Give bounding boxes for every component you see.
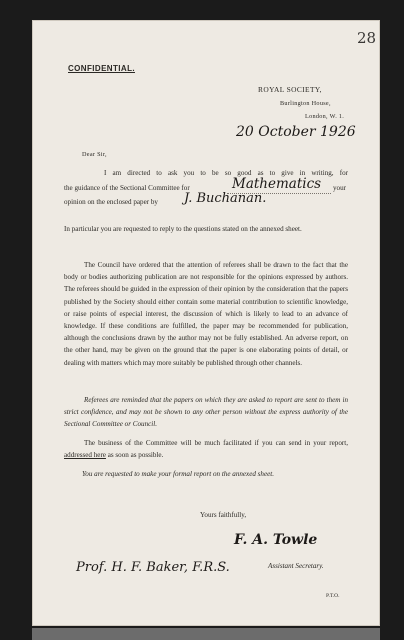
addressee: Prof. H. F. Baker, F.R.S. <box>76 560 230 575</box>
para5-addressed-here: addressed here <box>64 451 106 460</box>
folio-number: 28 <box>357 29 377 47</box>
signature: F. A. Towle <box>234 532 318 548</box>
scan-bottom-bar <box>32 628 380 640</box>
para-business <box>64 437 348 461</box>
para5-text-a: The business of the Committee will be much facilitated if you can send in your report, <box>84 439 348 447</box>
confidential-heading: CONFIDENTIAL. <box>68 64 135 73</box>
signature-title: Assistant Secretary. <box>268 562 324 570</box>
para1-line3: opinion on the enclosed paper by <box>64 198 158 206</box>
para-formal-report: You are requested to make your formal report on the annexed sheet. <box>82 470 275 478</box>
closing: Yours faithfully, <box>200 511 247 519</box>
letterhead-address-1: Burlington House, <box>280 100 331 107</box>
salutation: Dear Sir, <box>82 151 107 158</box>
para-annexed-questions: In particular you are requested to reply to the questions stated on the annexed sheet. <box>64 225 302 233</box>
para1-line2-start: the guidance of the Sectional Committee for <box>64 184 190 192</box>
letterhead-org: ROYAL SOCIETY, <box>258 85 322 94</box>
handwritten-date: 20 October 1926 <box>236 124 356 140</box>
para-referees-reminder: Referees are reminded that the papers on which they are asked to report are sent to them in strict confidence, and may not be shown to any other person without the express authority of the Sectional Committee or Council. <box>64 396 348 429</box>
handwritten-subject: Mathematics <box>232 176 322 192</box>
pto: P.T.O. <box>326 593 340 599</box>
para1-line2-end: your <box>333 184 347 192</box>
para1-line1: I am directed to ask you to be so good as to give in writing, for <box>104 169 348 177</box>
para-council-order: The Council have ordered that the attention of referees shall be drawn to the fact that the body or bodies authorizing publication are not responsible for the opinions expressed by authors. The referees should be guided in the expression of their opinion by the consideration that the papers published by the Society should either contain some material contribution to scientific knowledge, or raise points of especial interest, the discussion of which is likely to lead to an advance of knowledge. If these conditions are fulfilled, the paper may be recommended for publication, although the conclusions drawn by the author may not be fully established. An adverse report, on the other hand, may be given on the ground that the paper is one elaborating points of detail, or dealing with matters which may more suitably be published through other channels. <box>64 261 348 367</box>
handwritten-author: J. Buchanan. <box>184 191 267 206</box>
letterhead-address-2: London, W. 1. <box>305 113 345 120</box>
para5-text-c: as soon as possible. <box>107 451 164 460</box>
